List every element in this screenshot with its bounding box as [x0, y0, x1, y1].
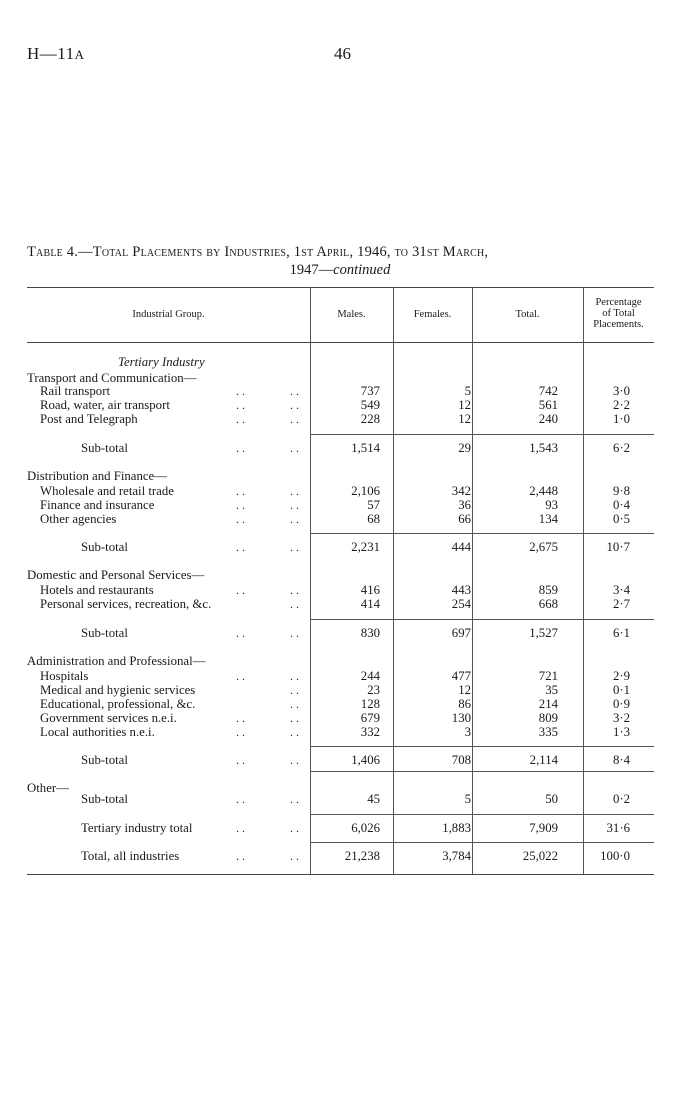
- percentage-cell: 100·0: [600, 849, 630, 863]
- table-row: [0, 683, 700, 697]
- group-heading: [0, 568, 700, 582]
- total-cell: 2,675: [529, 540, 558, 554]
- males-cell: 1,514: [351, 441, 380, 455]
- table-row: [0, 384, 700, 398]
- table-row: [0, 669, 700, 683]
- leader-dots: . .: [290, 597, 299, 611]
- males-cell: 6,026: [351, 821, 380, 835]
- header-industrial-group: Industrial Group.: [132, 309, 205, 320]
- row-label: Personal services, recreation, &c.: [40, 597, 212, 611]
- subtotal-row: [0, 792, 700, 806]
- leader-dots: . .: [290, 753, 299, 767]
- total-cell: 1,527: [529, 626, 558, 640]
- leader-dots: . .: [236, 540, 245, 554]
- leader-dots: . .: [236, 792, 245, 806]
- percentage-cell: 3·0: [612, 384, 630, 398]
- leader-dots: . .: [236, 498, 245, 512]
- females-cell: 708: [451, 753, 471, 767]
- subtotal-rule: [310, 842, 654, 843]
- leader-dots: . .: [236, 384, 245, 398]
- subtotal-row: [0, 821, 700, 835]
- leader-dots: . .: [290, 697, 299, 711]
- subtotal-row: [0, 753, 700, 767]
- leader-dots: . .: [290, 398, 299, 412]
- row-label: Finance and insurance: [40, 498, 155, 512]
- females-cell: 66: [458, 512, 471, 526]
- subtotal-rule: [310, 619, 654, 620]
- table-row: [0, 583, 700, 597]
- percentage-cell: 6·2: [612, 441, 630, 455]
- females-cell: 5: [464, 792, 471, 806]
- table-bottom-rule: [27, 874, 654, 875]
- subtotal-row: [0, 441, 700, 455]
- males-cell: 128: [360, 697, 380, 711]
- row-label: Other agencies: [40, 512, 117, 526]
- total-cell: 668: [538, 597, 558, 611]
- percentage-cell: 9·8: [612, 484, 630, 498]
- header-females: Females.: [413, 309, 452, 320]
- subtotal-rule: [310, 771, 654, 772]
- total-cell: 1,543: [529, 441, 558, 455]
- total-cell: 134: [538, 512, 558, 526]
- percentage-cell: 10·7: [606, 540, 630, 554]
- leader-dots: . .: [290, 540, 299, 554]
- row-label: Domestic and Personal Services—: [27, 568, 205, 582]
- percentage-cell: 3·4: [612, 583, 630, 597]
- leader-dots: . .: [290, 849, 299, 863]
- leader-dots: . .: [236, 669, 245, 683]
- leader-dots: . .: [236, 484, 245, 498]
- table-title: [27, 243, 653, 279]
- females-cell: 36: [458, 498, 471, 512]
- row-label: Total, all industries: [81, 849, 180, 863]
- females-cell: 697: [451, 626, 471, 640]
- males-cell: 2,106: [351, 484, 380, 498]
- percentage-cell: 1·3: [612, 725, 630, 739]
- percentage-cell: 0·4: [612, 498, 630, 512]
- page-code: H—11A: [27, 44, 85, 63]
- males-cell: 45: [367, 792, 380, 806]
- header-males: Males.: [337, 309, 366, 320]
- title-year: 1947—: [289, 262, 334, 278]
- row-label: Tertiary industry total: [81, 821, 193, 835]
- row-label: Wholesale and retail trade: [40, 484, 174, 498]
- females-cell: 12: [458, 398, 471, 412]
- leader-dots: . .: [290, 821, 299, 835]
- title-continued: continued: [333, 262, 391, 278]
- row-label: Hospitals: [40, 669, 89, 683]
- section-heading: [0, 355, 700, 369]
- total-cell: 35: [545, 683, 558, 697]
- males-cell: 1,406: [351, 753, 380, 767]
- leader-dots: . .: [290, 441, 299, 455]
- leader-dots: . .: [236, 398, 245, 412]
- males-cell: 68: [367, 512, 380, 526]
- subtotal-row: [0, 849, 700, 863]
- percentage-cell: 6·1: [612, 626, 630, 640]
- total-cell: 50: [545, 792, 558, 806]
- row-label: Sub-total: [81, 540, 128, 554]
- row-label: Transport and Communication—: [27, 371, 197, 385]
- table-row: [0, 711, 700, 725]
- header-bottom-rule: [27, 342, 654, 343]
- total-cell: 721: [538, 669, 558, 683]
- subtotal-row: [0, 540, 700, 554]
- males-cell: 414: [360, 597, 380, 611]
- row-label: Road, water, air transport: [40, 398, 170, 412]
- row-label: Sub-total: [81, 441, 128, 455]
- leader-dots: . .: [290, 384, 299, 398]
- header-percentage: Percentage of Total Placements.: [593, 297, 644, 330]
- row-label: Sub-total: [81, 626, 128, 640]
- group-heading: [0, 469, 700, 483]
- row-label: Administration and Professional—: [27, 654, 206, 668]
- leader-dots: . .: [290, 412, 299, 426]
- page-number: 46: [334, 44, 351, 63]
- percentage-cell: 8·4: [612, 753, 630, 767]
- percentage-cell: 2·7: [612, 597, 630, 611]
- males-cell: 679: [360, 711, 380, 725]
- row-label: Other—: [27, 781, 69, 795]
- subtotal-rule: [310, 746, 654, 747]
- males-cell: 416: [360, 583, 380, 597]
- table-row: [0, 498, 700, 512]
- title-line-1: Table 4.—Total Placements by Industries, 1st April, 1946, to 31st March,: [27, 244, 489, 260]
- total-cell: 809: [538, 711, 558, 725]
- males-cell: 228: [360, 412, 380, 426]
- table-row: [0, 512, 700, 526]
- total-cell: 859: [538, 583, 558, 597]
- leader-dots: . .: [290, 484, 299, 498]
- total-cell: 561: [538, 398, 558, 412]
- total-cell: 7,909: [529, 821, 558, 835]
- table-row: [0, 697, 700, 711]
- total-cell: 240: [538, 412, 558, 426]
- females-cell: 86: [458, 697, 471, 711]
- females-cell: 5: [464, 384, 471, 398]
- leader-dots: . .: [236, 711, 245, 725]
- header-total: Total.: [515, 309, 540, 320]
- leader-dots: . .: [290, 498, 299, 512]
- females-cell: 130: [451, 711, 471, 725]
- males-cell: 21,238: [344, 849, 380, 863]
- subtotal-rule: [310, 814, 654, 815]
- females-cell: 3: [464, 725, 471, 739]
- leader-dots: . .: [236, 583, 245, 597]
- percentage-cell: 0·9: [612, 697, 630, 711]
- percentage-cell: 0·5: [612, 512, 630, 526]
- subtotal-rule: [310, 434, 654, 435]
- total-cell: 335: [538, 725, 558, 739]
- leader-dots: . .: [236, 441, 245, 455]
- males-cell: 332: [360, 725, 380, 739]
- leader-dots: . .: [290, 583, 299, 597]
- table-row: [0, 412, 700, 426]
- total-cell: 742: [538, 384, 558, 398]
- males-cell: 57: [367, 498, 380, 512]
- percentage-cell: 0·2: [612, 792, 630, 806]
- table-row: [0, 597, 700, 611]
- row-label: Hotels and restaurants: [40, 583, 154, 597]
- subtotal-row: [0, 626, 700, 640]
- leader-dots: . .: [290, 683, 299, 697]
- males-cell: 737: [360, 384, 380, 398]
- percentage-cell: 2·2: [612, 398, 630, 412]
- leader-dots: . .: [236, 626, 245, 640]
- total-cell: 2,448: [529, 484, 558, 498]
- leader-dots: . .: [290, 711, 299, 725]
- table-row: [0, 484, 700, 498]
- percentage-cell: 3·2: [612, 711, 630, 725]
- percentage-cell: 1·0: [612, 412, 630, 426]
- group-heading: [0, 654, 700, 668]
- leader-dots: . .: [236, 753, 245, 767]
- males-cell: 244: [360, 669, 380, 683]
- males-cell: 2,231: [351, 540, 380, 554]
- leader-dots: . .: [236, 821, 245, 835]
- females-cell: 12: [458, 412, 471, 426]
- females-cell: 444: [451, 540, 471, 554]
- row-label: Distribution and Finance—: [27, 469, 168, 483]
- row-label: Government services n.e.i.: [40, 711, 177, 725]
- leader-dots: . .: [290, 792, 299, 806]
- row-label: Post and Telegraph: [40, 412, 138, 426]
- females-cell: 3,784: [442, 849, 471, 863]
- leader-dots: . .: [290, 725, 299, 739]
- leader-dots: . .: [290, 669, 299, 683]
- percentage-cell: 0·1: [612, 683, 630, 697]
- females-cell: 477: [451, 669, 471, 683]
- females-cell: 443: [451, 583, 471, 597]
- females-cell: 1,883: [442, 821, 471, 835]
- total-cell: 25,022: [522, 849, 558, 863]
- table-row: [0, 398, 700, 412]
- row-label: Medical and hygienic services: [40, 683, 196, 697]
- leader-dots: . .: [236, 412, 245, 426]
- leader-dots: . .: [236, 849, 245, 863]
- table-top-rule: [27, 287, 654, 288]
- males-cell: 23: [367, 683, 380, 697]
- females-cell: 342: [451, 484, 471, 498]
- leader-dots: . .: [290, 512, 299, 526]
- row-label: Tertiary Industry: [118, 355, 205, 369]
- group-heading: [0, 371, 700, 385]
- total-cell: 2,114: [529, 753, 558, 767]
- females-cell: 12: [458, 683, 471, 697]
- subtotal-rule: [310, 533, 654, 534]
- row-label: Local authorities n.e.i.: [40, 725, 155, 739]
- percentage-cell: 2·9: [612, 669, 630, 683]
- row-label: Rail transport: [40, 384, 111, 398]
- table-row: [0, 725, 700, 739]
- leader-dots: . .: [290, 626, 299, 640]
- females-cell: 29: [458, 441, 471, 455]
- males-cell: 830: [360, 626, 380, 640]
- leader-dots: . .: [236, 512, 245, 526]
- females-cell: 254: [451, 597, 471, 611]
- leader-dots: . .: [236, 725, 245, 739]
- row-label: Sub-total: [81, 792, 128, 806]
- percentage-cell: 31·6: [606, 821, 630, 835]
- total-cell: 214: [538, 697, 558, 711]
- row-label: Sub-total: [81, 753, 128, 767]
- males-cell: 549: [360, 398, 380, 412]
- total-cell: 93: [545, 498, 558, 512]
- row-label: Educational, professional, &c.: [40, 697, 196, 711]
